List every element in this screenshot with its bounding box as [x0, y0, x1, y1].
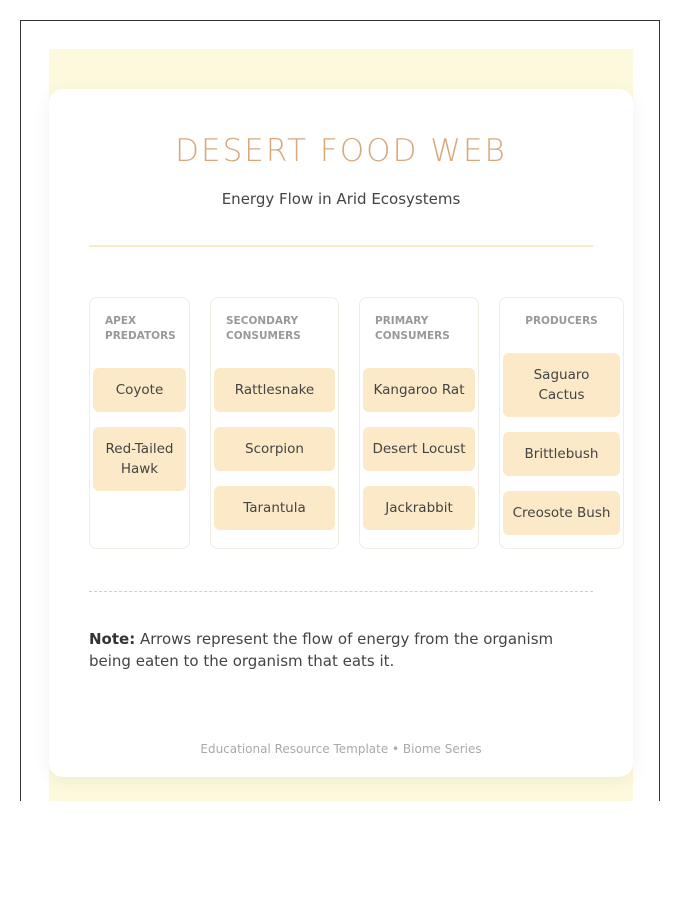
organism-node: Coyote [93, 368, 186, 412]
column-heading: SECONDARY CONSUMERS [226, 315, 301, 342]
food-web-card [49, 89, 633, 777]
column-heading: PRIMARY CONSUMERS [375, 315, 450, 342]
page-title: DESERT FOOD WEB [175, 133, 507, 169]
footer-text: Educational Resource Template • Biome Series [200, 742, 482, 756]
column-producers [499, 297, 624, 549]
organism-node: Rattlesnake [214, 368, 335, 412]
organism-node: Kangaroo Rat [363, 368, 475, 412]
organism-node: Red-Tailed Hawk [93, 427, 186, 491]
title-divider [89, 245, 593, 247]
organism-node: Creosote Bush [503, 491, 620, 535]
organism-node: Jackrabbit [363, 486, 475, 530]
column-secondary-consumers [210, 297, 339, 549]
column-heading: APEX PREDATORS [105, 315, 176, 342]
page-frame [20, 20, 660, 801]
section-divider [89, 591, 593, 592]
organism-node: Brittlebush [503, 432, 620, 476]
column-apex-predators [89, 297, 190, 549]
note-body: Arrows represent the flow of energy from the organism being eaten to the organism that eats it. [89, 630, 554, 670]
column-primary-consumers [359, 297, 479, 549]
organism-node: Desert Locust [363, 427, 475, 471]
organism-node: Saguaro Cactus [503, 353, 620, 417]
page-subtitle: Energy Flow in Arid Ecosystems [221, 190, 461, 208]
column-heading: PRODUCERS [525, 315, 598, 327]
organism-node: Scorpion [214, 427, 335, 471]
note-label: Note: [89, 630, 136, 648]
organism-node: Tarantula [214, 486, 335, 530]
note-text [89, 628, 593, 672]
